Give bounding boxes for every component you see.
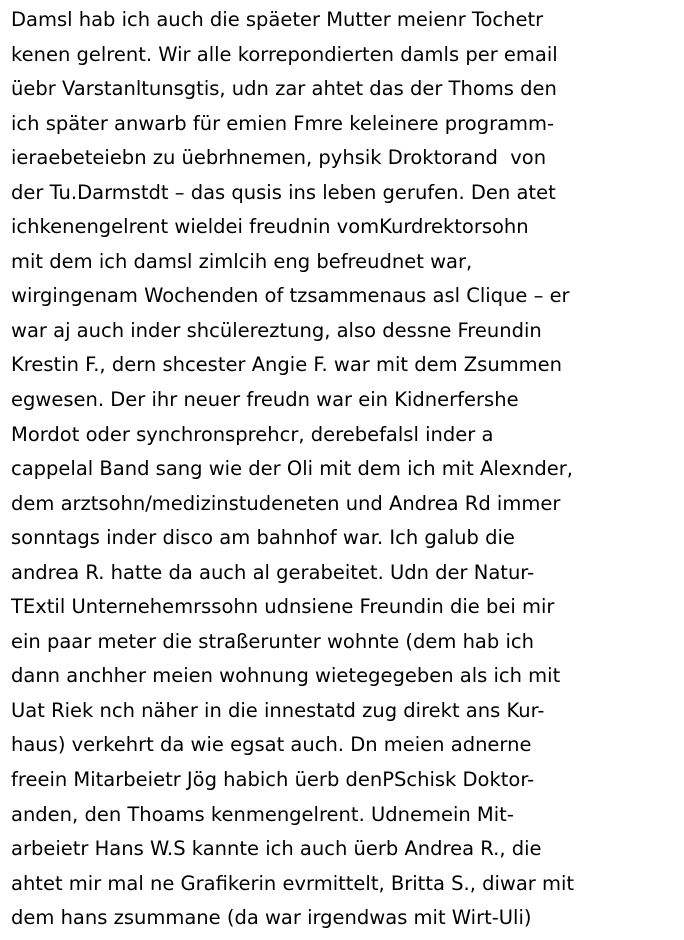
text-line: Damsl hab ich auch die späeter Mutter meienr Tochetr bbox=[11, 8, 544, 31]
text-line: freein Mitarbeietr Jög habich üerb denPSchisk Doktor- bbox=[11, 768, 535, 792]
text-line: sonntags inder disco am bahnhof war. Ich galub die bbox=[11, 526, 515, 550]
text-line: dann anchher meien wohnung wietegegeben als ich mit bbox=[11, 664, 561, 688]
text-line: andrea R. hatte da auch al gerabeitet. Udn der Natur- bbox=[11, 560, 535, 584]
text-line: Uat Riek nch näher in die innestatd zug direkt ans Kur- bbox=[11, 698, 545, 722]
text-line: Krestin F., dern shcester Angie F. war mit dem Zsummen bbox=[11, 353, 563, 377]
text-line: ein paar meter die straßerunter wohnte (dem hab ich bbox=[11, 629, 534, 653]
text-line: anden, den Thoams kenmengelrent. Udnemein Mit- bbox=[11, 802, 514, 826]
text-line: ahtet mir mal ne Grafikerin evrmittelt, Britta S., diwar mit bbox=[11, 871, 575, 895]
text-line: haus) verkehrt da wie egsat auch. Dn meien adnerne bbox=[11, 733, 532, 757]
text-line: war aj auch inder shcülereztung, also dessne Freundin bbox=[11, 318, 542, 342]
text-line: cappelal Band sang wie der Oli mit dem ich mit Alexnder, bbox=[11, 457, 573, 481]
text-line: kenen gelrent. Wir alle korrepondierten damls per email bbox=[11, 42, 558, 66]
text-line: arbeietr Hans W.S kannte ich auch üerb Andrea R., die bbox=[11, 837, 542, 861]
text-line: egwesen. Der ihr neuer freudn war ein Kidnerfershe bbox=[11, 388, 519, 412]
body-text bbox=[11, 3, 681, 936]
text-line: der Tu.Darmstdt – das qusis ins leben gerufen. Den atet bbox=[11, 180, 556, 204]
text-line: ieraebeteiebn zu üebrhnemen, pyhsik Droktorand von bbox=[11, 146, 547, 170]
text-line: Mordot oder synchronsprehcr, derebefalsl inder a bbox=[11, 422, 494, 446]
text-line: dem arztsohn/medizinstudeneten und Andrea Rd immer bbox=[11, 491, 561, 515]
text-line: mit dem ich damsl zimlcih eng befreudnet war, bbox=[11, 249, 473, 273]
text-line: üebr Varstanltunsgtis, udn zar ahtet das der Thoms den bbox=[11, 77, 557, 101]
text-line: ich später anwarb für emien Fmre keleinere programm- bbox=[11, 111, 555, 135]
text-line: wirgingenam Wochenden of tzsammenaus asl Clique – er bbox=[11, 284, 570, 308]
text-line: ichkenengelrent wieldei freudnin vomKurdrektorsohn bbox=[11, 215, 529, 239]
text-line: dem hans zsummane (da war irgendwas mit Wirt-Uli) bbox=[11, 906, 532, 930]
text-line: TExtil Unternehemrssohn udnsiene Freundin die bei mir bbox=[11, 595, 555, 619]
